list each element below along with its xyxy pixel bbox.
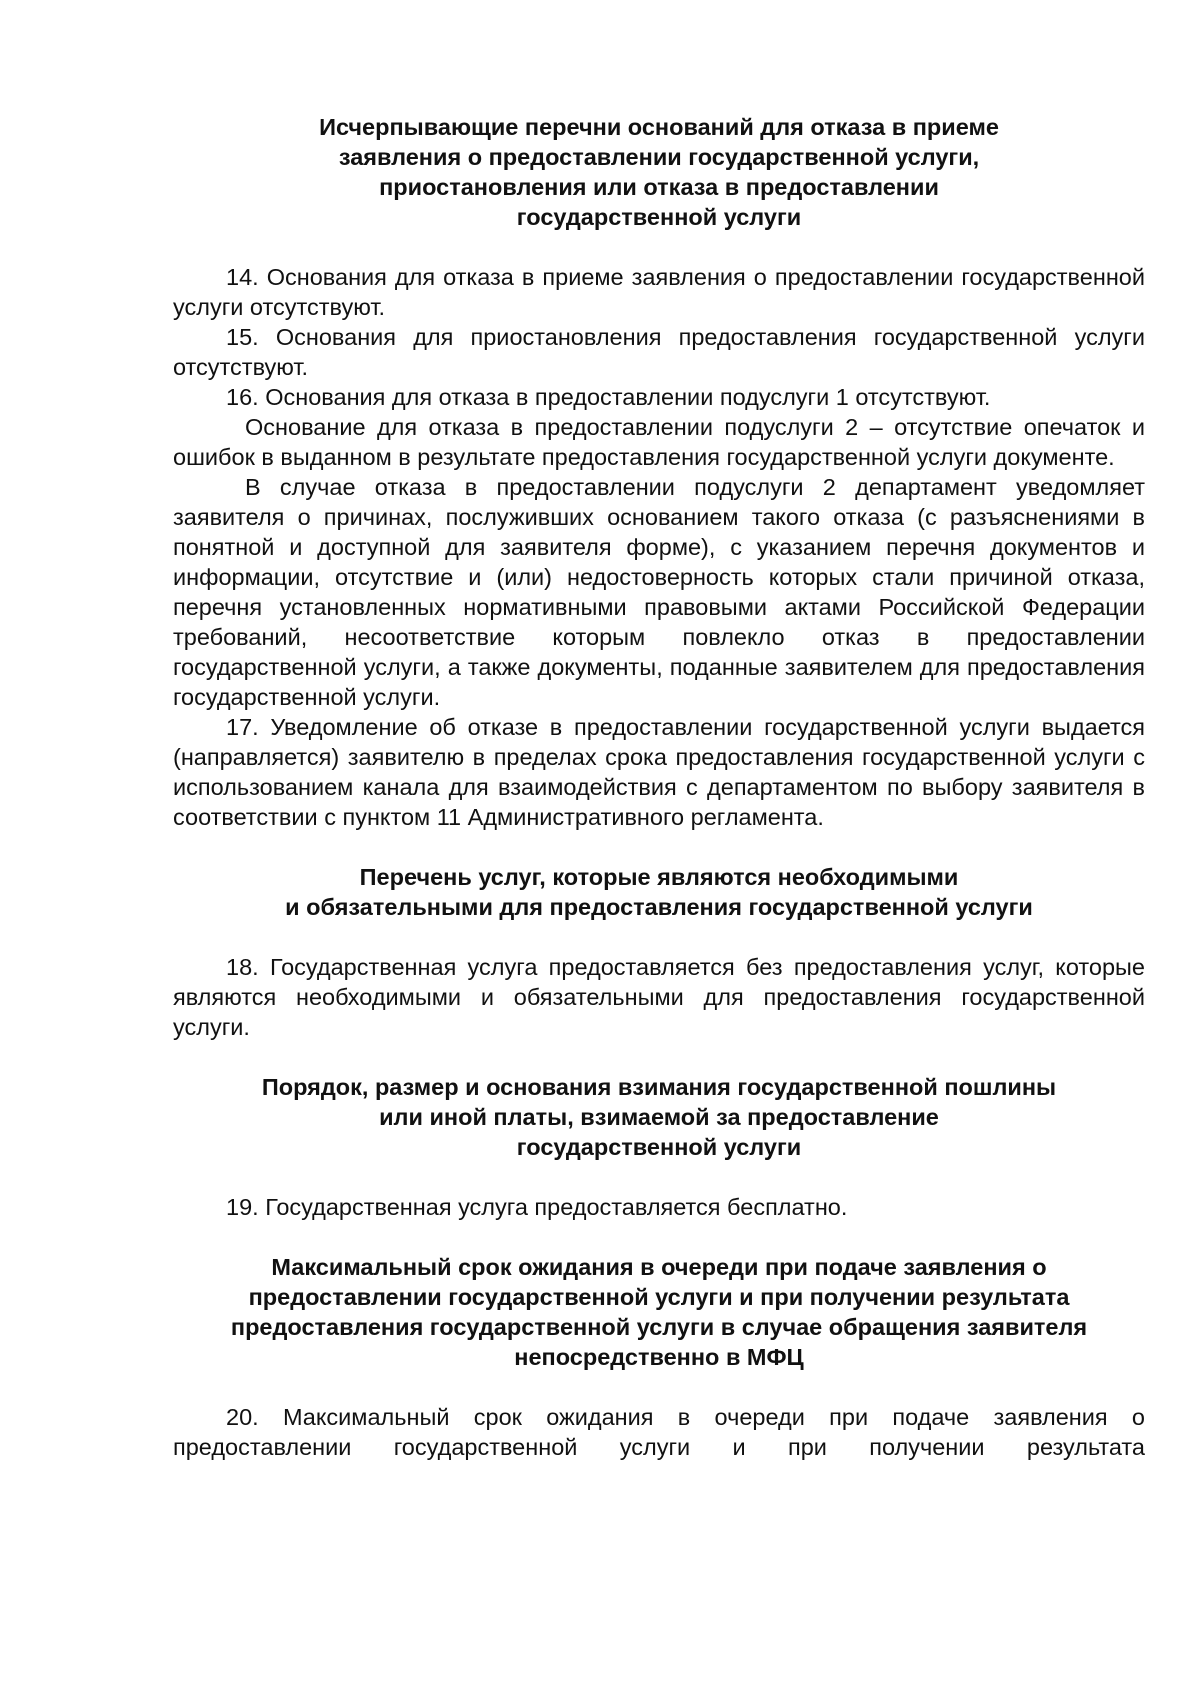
paragraph-18: 18. Государственная услуга предоставляется без предоставления услуг, которые являются необходимыми и обязательными для предоставления государственной услуги. bbox=[173, 954, 1145, 1040]
heading-line: приостановления или отказа в предоставлении bbox=[379, 174, 939, 200]
paragraph-19: 19. Государственная услуга предоставляется бесплатно. bbox=[226, 1194, 848, 1220]
section-heading-fees bbox=[173, 1072, 1145, 1162]
spacer bbox=[173, 1372, 1145, 1402]
paragraph-17: 17. Уведомление об отказе в предоставлении государственной услуги выдается (направляется) заявителю в пределах срока предоставления государственной услуги с использованием канала для взаимодействия с департаментом по выбору заявителя в соответствии с пунктом 11 Административного регламента. bbox=[173, 714, 1145, 830]
paragraph-16-subservice-2: Основание для отказа в предоставлении подуслуги 2 – отсутствие опечаток и ошибок в выданном в результате предоставления государственной услуги документе. bbox=[173, 414, 1145, 470]
paragraph-14: 14. Основания для отказа в приеме заявления о предоставлении государственной услуги отсутствуют. bbox=[173, 264, 1145, 320]
heading-line: непосредственно в МФЦ bbox=[514, 1344, 804, 1370]
paragraph-20: 20. Максимальный срок ожидания в очереди при подаче заявления о предоставлении государственной услуги и при получении результата bbox=[173, 1404, 1145, 1460]
paragraph-16-refusal-notice: В случае отказа в предоставлении подуслуги 2 департамент уведомляет заявителя о причинах, послуживших основанием такого отказа (с разъяснениями в понятной и доступной для заявителя форме), с указанием перечня документов и информации, отсутствие и (или) недостоверность которых стали причиной отказа, перечня установленных нормативными правовыми актами Российской Федерации требований, несоответствие которым повлекло отказ в предоставлении государственной услуги, а также документы, поданные заявителем для предоставления государственной услуги. bbox=[173, 474, 1145, 710]
spacer bbox=[173, 832, 1145, 862]
spacer bbox=[173, 1042, 1145, 1072]
heading-line: предоставлении государственной услуги и при получении результата bbox=[248, 1284, 1070, 1310]
section-heading-required-services bbox=[173, 862, 1145, 922]
spacer bbox=[173, 1222, 1145, 1252]
heading-line: и обязательными для предоставления государственной услуги bbox=[285, 894, 1033, 920]
paragraph-15: 15. Основания для приостановления предоставления государственной услуги отсутствуют. bbox=[173, 324, 1145, 380]
paragraph-16: 16. Основания для отказа в предоставлении подуслуги 1 отсутствуют. bbox=[226, 384, 991, 410]
heading-line: Максимальный срок ожидания в очереди при подаче заявления о bbox=[271, 1254, 1047, 1280]
document-page bbox=[173, 112, 1145, 1462]
heading-line: Перечень услуг, которые являются необходимыми bbox=[359, 864, 959, 890]
heading-line: предоставления государственной услуги в случае обращения заявителя bbox=[230, 1314, 1088, 1340]
spacer bbox=[173, 922, 1145, 952]
heading-line: Исчерпывающие перечни оснований для отказа в приеме bbox=[319, 114, 999, 140]
section-heading-refusal-grounds bbox=[173, 112, 1145, 232]
heading-line: или иной платы, взимаемой за предоставление bbox=[379, 1104, 939, 1130]
heading-line: государственной услуги bbox=[516, 204, 802, 230]
spacer bbox=[173, 1162, 1145, 1192]
heading-line: государственной услуги bbox=[516, 1134, 802, 1160]
heading-line: заявления о предоставлении государственной услуги, bbox=[338, 144, 980, 170]
section-heading-queue-time bbox=[173, 1252, 1145, 1372]
heading-line: Порядок, размер и основания взимания государственной пошлины bbox=[261, 1074, 1057, 1100]
spacer bbox=[173, 232, 1145, 262]
